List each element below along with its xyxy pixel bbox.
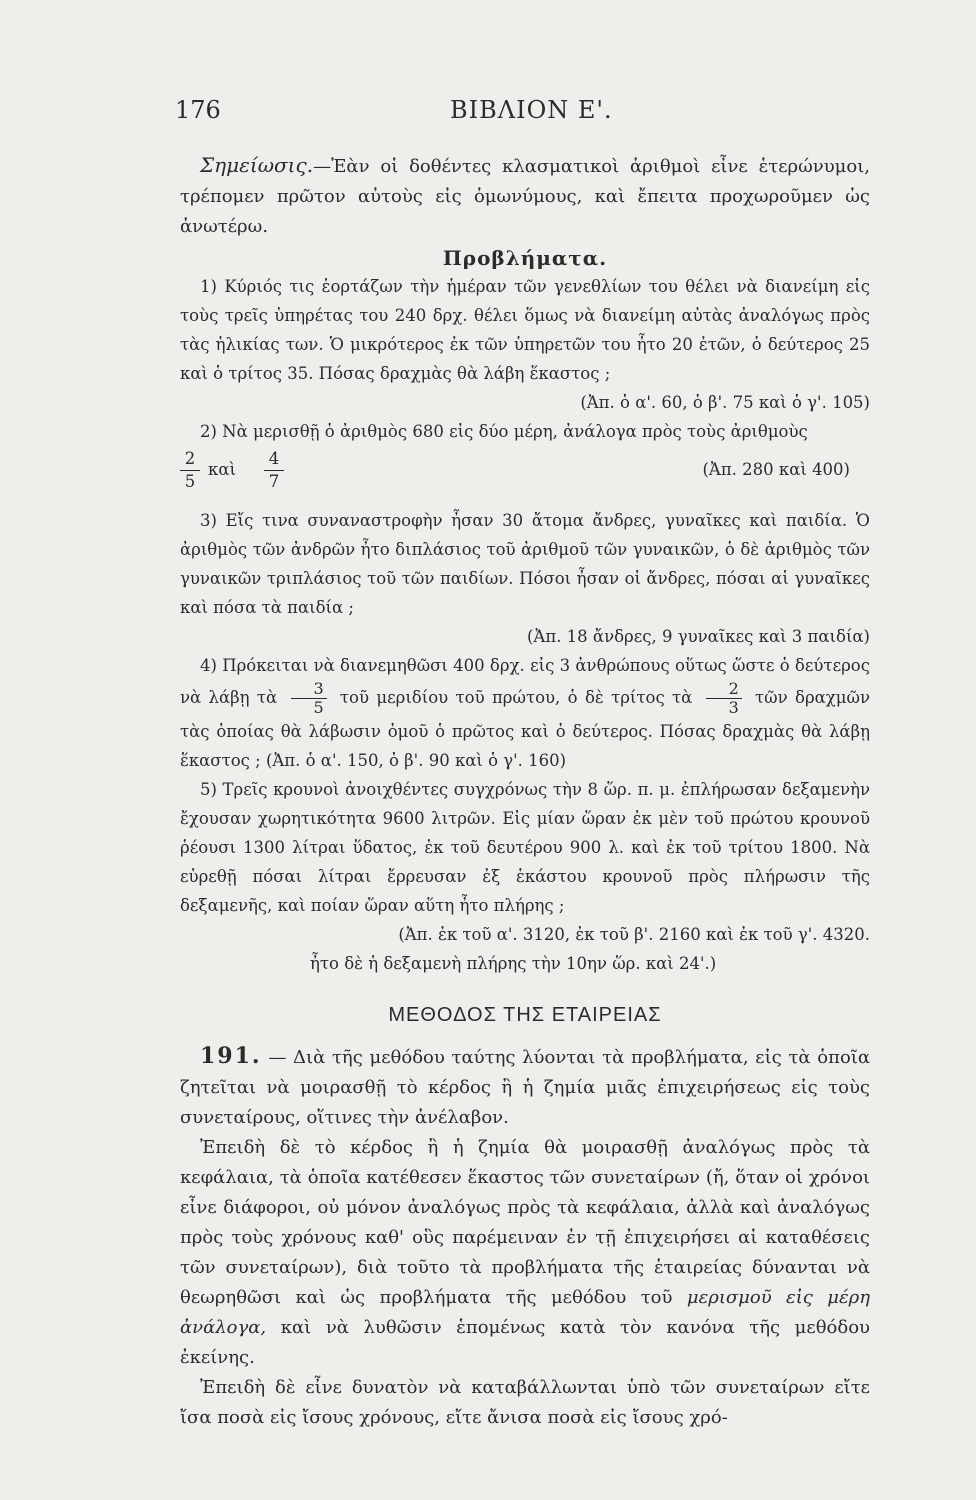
problem-5-answer-a: (Ἀπ. ἐκ τοῦ α'. 3120, ἐκ τοῦ β'. 2160 καὶ ἐκ τοῦ γ'. 4320. [398, 925, 870, 944]
remark-paragraph [180, 150, 870, 242]
fraction-2-5: $\frac{2}{5}$ [180, 448, 200, 493]
problem-4-text-a: 4) Πρόκειται νὰ διανεμηθῶσι 400 δρχ. εἰς 3 ἀνθρώπους οὕτως ὥστε ὁ δεύτερος νὰ λάβῃ τὰ [180, 656, 870, 707]
section-paragraph-1-text: — Διὰ τῆς μεθόδου ταύτης λύονται τὰ προβλήματα, εἰς τὰ ὁποῖα ζητεῖται νὰ μοιρασθῇ τὸ κέρδος ἢ ἡ ζημία μιᾶς ἐπιχειρήσεως εἰς τοὺς συνεταίρους, οἵτινες τὴν ἀνέλαβον. [180, 1047, 870, 1128]
problem-5-answer-b: ἦτο δὲ ἡ δεξαμενὴ πλήρης τὴν 10ην ὥρ. καὶ 24'.) [310, 954, 717, 973]
problems-heading: Προβλήματα. [442, 246, 608, 270]
section-paragraph-2-text-b: καὶ νὰ λυθῶσιν ἑπομένως κατὰ τὸν κανόνα τῆς μεθόδου ἐκείνης. [180, 1317, 870, 1368]
problem-3: 3) Εἴς τινα συναναστροφὴν ἦσαν 30 ἄτομα ἄνδρες, γυναῖκες καὶ παιδία. Ὁ ἀριθμὸς τῶν ἀνδρῶν ἦτο διπλάσιος τοῦ ἀριθμοῦ τῶν γυναικῶν, ὁ δὲ ἀριθμὸς τῶν γυναικῶν τριπλάσιος τοῦ τῶν παιδίων. Πόσοι ἦσαν οἱ ἄνδρες, πόσαι αἱ γυναῖκες καὶ πόσα τὰ παιδία ; [180, 511, 870, 617]
page-header [0, 96, 976, 136]
remark-lead: Σημείωσις. [200, 153, 314, 177]
problem-2: 2) Νὰ μερισθῇ ὁ ἀριθμὸς 680 εἰς δύο μέρη, ἀνάλογα πρὸς τοὺς ἀριθμοὺς [200, 422, 808, 441]
section-paragraph-1 [180, 1041, 870, 1133]
problem-2-answer: (Ἀπ. 280 καὶ 400) [702, 460, 850, 479]
problem-3-answer: (Ἀπ. 18 ἄνδρες, 9 γυναῖκες καὶ 3 παιδία) [527, 627, 870, 646]
section-paragraph-3: Ἐπειδὴ δὲ εἶνε δυνατὸν νὰ καταβάλλωνται ὑπὸ τῶν συνεταίρων εἴτε ἴσα ποσὰ εἰς ἴσους χρόνους, εἴτε ἄνισα ποσὰ εἰς ἴσους χρό- [180, 1377, 870, 1428]
problem-5: 5) Τρεῖς κρουνοὶ ἀνοιχθέντες συγχρόνως τὴν 8 ὥρ. π. μ. ἐπλήρωσαν δεξαμενὴν ἔχουσαν χωρητικότητα 9600 λιτρῶν. Εἰς μίαν ὥραν ἐκ μὲν τοῦ πρώτου κρουνοῦ ῥέουσι 1300 λίτραι ὕδατος, ἐκ τοῦ δευτέρου 900 λ. καὶ ἐκ τοῦ τρίτου 1800. Νὰ εὑρεθῇ πόσαι λίτραι ἔρρευσαν ἐξ ἑκάστου κρουνοῦ πρὸς πλήρωσιν τῆς δεξαμενῆς, καὶ ποίαν ὥραν αὕτη ἦτο πλήρης ; [180, 780, 870, 915]
problem-2-and: καὶ [208, 460, 236, 479]
problem-2-fractions [180, 446, 870, 506]
section-heading: ΜΕΘΟΔΟΣ ΤΗΣ ΕΤΑΙΡΕΙΑΣ [388, 1004, 662, 1026]
section-number: 191. [200, 1043, 262, 1069]
problem-4 [180, 651, 870, 775]
section-paragraph-2 [180, 1133, 870, 1373]
problem-1: 1) Κύριός τις ἑορτάζων τὴν ἡμέραν τῶν γενεθλίων του θέλει νὰ διανείμη εἰς τοὺς τρεῖς ὑπηρέτας του 240 δρχ. θέλει ὅμως νὰ διανείμη αὐτὰς ἀναλόγως πρὸς τὰς ἡλικίας των. Ὁ μικρότερος ἐκ τῶν ὑπηρετῶν του ἦτο 20 ἐτῶν, ὁ δεύτερος 25 καὶ ὁ τρίτος 35. Πόσας δραχμὰς θὰ λάβη ἕκαστος ; [180, 277, 870, 383]
problem-4-answer: (Ἀπ. ὁ α'. 150, ὁ β'. 90 καὶ ὁ γ'. 160) [265, 751, 567, 770]
fraction-2-3: $\frac{2}{3}$ [706, 680, 742, 717]
fraction-3-5: $\frac{3}{5}$ [291, 680, 327, 717]
problem-4-text-b: τοῦ μεριδίου τοῦ πρώτου, ὁ δὲ τρίτος τὰ [339, 688, 693, 707]
running-title: ΒΙΒΛΙΟΝ Ε'. [450, 96, 613, 124]
fraction-4-7: $\frac{4}{7}$ [264, 448, 284, 493]
problem-4-text-c: τῶν δραχμῶν τὰς ὁποίας θὰ λάβωσιν ὁμοῦ ὁ πρῶτος καὶ ὁ δεύτερος. Πόσας δραχμὰς θὰ λάβῃ ἕκαστος ; [180, 688, 870, 770]
remark-text: —Ἐὰν οἱ δοθέντες κλασματικοὶ ἀριθμοὶ εἶνε ἑτερώνυμοι, τρέπομεν πρῶτον αὐτοὺς εἰς ὁμωνύμους, καὶ ἔπειτα προχωροῦμεν ὡς ἀνωτέρω. [180, 156, 870, 237]
page-body [180, 150, 870, 1433]
section-paragraph-2-italic: μερισμοῦ εἰς μέρη ἀνάλογα, [180, 1287, 870, 1338]
problem-1-answer: (Ἀπ. ὁ α'. 60, ὁ β'. 75 καὶ ὁ γ'. 105) [580, 393, 870, 412]
page-number: 176 [175, 96, 221, 124]
section-paragraph-2-text-a: Ἐπειδὴ δὲ τὸ κέρδος ἢ ἡ ζημία θὰ μοιρασθῇ ἀναλόγως πρὸς τὰ κεφάλαια, τὰ ὁποῖα κατέθεσεν ἕκαστος τῶν συνεταίρων (ἤ, ὅταν οἱ χρόνοι εἶνε διάφοροι, οὐ μόνον ἀναλόγως πρὸς τὰ κεφάλαια, ἀλλὰ καὶ ἀναλόγως πρὸς τοὺς χρόνους καθ' οὓς παρέμειναν ἐν τῇ ἐπιχειρήσει αἱ καταθέσεις τῶν συνεταίρων), διὰ τοῦτο τὰ προβλήματα τῆς ἑταιρείας δύνανται νὰ θεωρηθῶσι καὶ ὡς προβλήματα τῆς μεθόδου τοῦ [180, 1137, 870, 1308]
